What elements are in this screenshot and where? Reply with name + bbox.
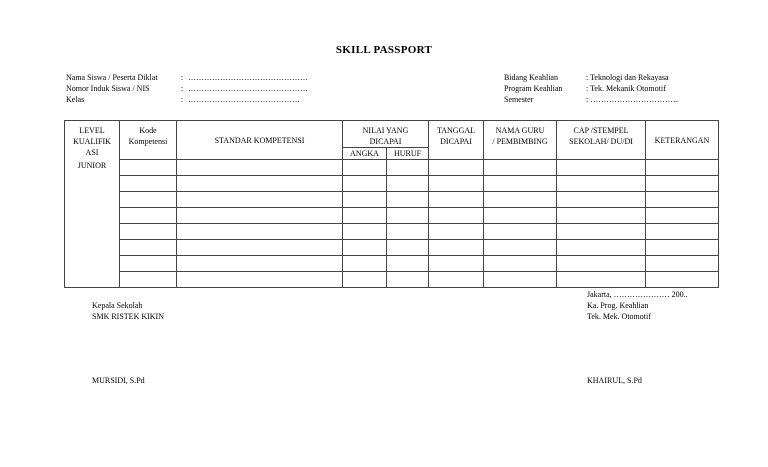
cell <box>120 272 177 288</box>
cell <box>557 160 646 176</box>
program-field-row <box>504 72 678 83</box>
place-date: Jakarta, ………………… 200.. <box>587 290 688 299</box>
right-signer-org: Tek. Mek. Otomotif <box>587 312 651 321</box>
cell <box>120 256 177 272</box>
table-row <box>65 272 719 288</box>
header-tanggal-line2: DICAPAI <box>440 137 472 146</box>
student-info <box>66 72 308 105</box>
header-guru-line2: / PEMBIMBING <box>492 137 548 146</box>
cell <box>484 160 557 176</box>
left-signer-role: Kepala Sekolah <box>92 301 143 310</box>
cell <box>120 208 177 224</box>
cell <box>484 272 557 288</box>
student-class-value: …………………………………… <box>188 95 300 104</box>
cell <box>557 272 646 288</box>
cell <box>646 272 719 288</box>
table-row <box>65 224 719 240</box>
student-nis-label: Nomor Induk Siswa / NIS <box>66 84 150 93</box>
header-cap <box>557 121 646 160</box>
header-tanggal <box>429 121 484 160</box>
cell <box>429 256 484 272</box>
cell <box>120 160 177 176</box>
header-level-line2: KUALIFIK <box>73 137 111 146</box>
table-row <box>65 160 719 176</box>
cell <box>484 224 557 240</box>
header-nilai-line2: DICAPAI <box>369 137 402 146</box>
cell <box>429 224 484 240</box>
student-class-row <box>66 94 308 105</box>
cell <box>429 176 484 192</box>
cell <box>646 224 719 240</box>
table-row <box>65 176 719 192</box>
cell <box>646 192 719 208</box>
program-semester-value: : …………………………… <box>586 95 679 104</box>
header-nilai-line1: NILAI YANG <box>362 126 409 135</box>
cell <box>65 208 120 224</box>
cell <box>387 176 429 192</box>
cell <box>177 160 343 176</box>
header-cap-line1: CAP /STEMPEL <box>573 126 629 135</box>
cell <box>65 256 120 272</box>
cell <box>646 256 719 272</box>
cell <box>65 272 120 288</box>
header-tanggal-line1: TANGGAL <box>437 126 476 135</box>
competency-table <box>64 120 719 288</box>
cell <box>429 272 484 288</box>
cell <box>557 224 646 240</box>
cell <box>343 176 387 192</box>
cell <box>387 272 429 288</box>
header-keterangan-text: KETERANGAN <box>654 135 710 145</box>
table-row <box>65 208 719 224</box>
header-huruf: HURUF <box>387 148 429 160</box>
right-signer-name: KHAIRUL, S.Pd <box>587 376 642 385</box>
cell <box>484 176 557 192</box>
cell <box>646 176 719 192</box>
cell <box>557 192 646 208</box>
header-standar-text: STANDAR KOMPETENSI <box>214 135 305 145</box>
program-field-value: : Teknologi dan Rekayasa <box>586 73 669 82</box>
cell <box>343 256 387 272</box>
cell <box>557 176 646 192</box>
program-semester-label: Semester <box>504 95 534 104</box>
cell <box>120 176 177 192</box>
cell <box>177 192 343 208</box>
student-name-value: ……………………………………… <box>188 73 308 82</box>
cell <box>343 192 387 208</box>
header-kode-line1: Kode <box>139 126 157 135</box>
cell <box>387 224 429 240</box>
program-expertise-label: Program Keahlian <box>504 84 563 93</box>
header-guru-line1: NAMA GURU <box>495 126 545 135</box>
cell <box>177 240 343 256</box>
cell <box>177 256 343 272</box>
student-nis-sep: : <box>180 84 184 93</box>
header-kode-line2: Kompetensi <box>128 137 168 146</box>
cell <box>557 256 646 272</box>
cell <box>387 240 429 256</box>
cell <box>177 224 343 240</box>
header-guru <box>484 121 557 160</box>
cell <box>387 192 429 208</box>
cell <box>387 208 429 224</box>
student-nis-row <box>66 83 308 94</box>
table-row <box>65 240 719 256</box>
student-name-label: Nama Siswa / Peserta Diklat <box>66 73 158 82</box>
header-keterangan <box>646 121 719 160</box>
cell <box>429 240 484 256</box>
cell <box>484 192 557 208</box>
student-nis-value: ……………………………………… <box>188 84 308 93</box>
cell <box>429 192 484 208</box>
cell <box>65 176 120 192</box>
header-cap-line2: SEKOLAH/ DU/DI <box>569 137 633 146</box>
student-class-label: Kelas <box>66 95 85 104</box>
cell <box>177 208 343 224</box>
page-title: SKILL PASSPORT <box>335 44 433 56</box>
cell <box>429 160 484 176</box>
cell <box>343 224 387 240</box>
cell <box>120 192 177 208</box>
cell <box>65 224 120 240</box>
cell <box>120 240 177 256</box>
header-kode <box>120 121 177 160</box>
cell <box>557 240 646 256</box>
program-info <box>504 72 678 105</box>
cell <box>387 256 429 272</box>
left-signer-name: MURSIDI, S.Pd <box>92 376 145 385</box>
cell <box>646 240 719 256</box>
cell <box>484 256 557 272</box>
cell <box>557 208 646 224</box>
header-angka: ANGKA <box>343 148 387 160</box>
cell <box>343 208 387 224</box>
cell <box>343 272 387 288</box>
left-signer-org: SMK RISTEK KIKIN <box>92 312 164 321</box>
header-level-line1: LEVEL <box>79 126 105 135</box>
program-field-label: Bidang Keahlian <box>504 73 558 82</box>
right-signer-role: Ka. Prog. Keahlian <box>587 301 649 310</box>
cell <box>343 160 387 176</box>
cell <box>177 272 343 288</box>
program-semester-row <box>504 94 678 105</box>
cell <box>120 224 177 240</box>
cell <box>646 208 719 224</box>
cell <box>484 240 557 256</box>
cell <box>177 176 343 192</box>
table-row <box>65 192 719 208</box>
student-name-sep: : <box>180 73 184 82</box>
cell <box>484 208 557 224</box>
header-level-line3: ASI <box>85 148 99 157</box>
cell <box>65 192 120 208</box>
cell <box>429 208 484 224</box>
student-class-sep: : <box>180 95 184 104</box>
cell <box>343 240 387 256</box>
header-level <box>65 121 120 160</box>
program-expertise-row <box>504 83 678 94</box>
header-nilai <box>343 121 429 148</box>
cell <box>65 240 120 256</box>
cell <box>646 160 719 176</box>
program-expertise-value: : Tek. Mekanik Otomotif <box>586 84 666 93</box>
cell <box>387 160 429 176</box>
table-row <box>65 256 719 272</box>
header-standar <box>177 121 343 160</box>
student-name-row <box>66 72 308 83</box>
level-value: JUNIOR <box>65 160 120 176</box>
